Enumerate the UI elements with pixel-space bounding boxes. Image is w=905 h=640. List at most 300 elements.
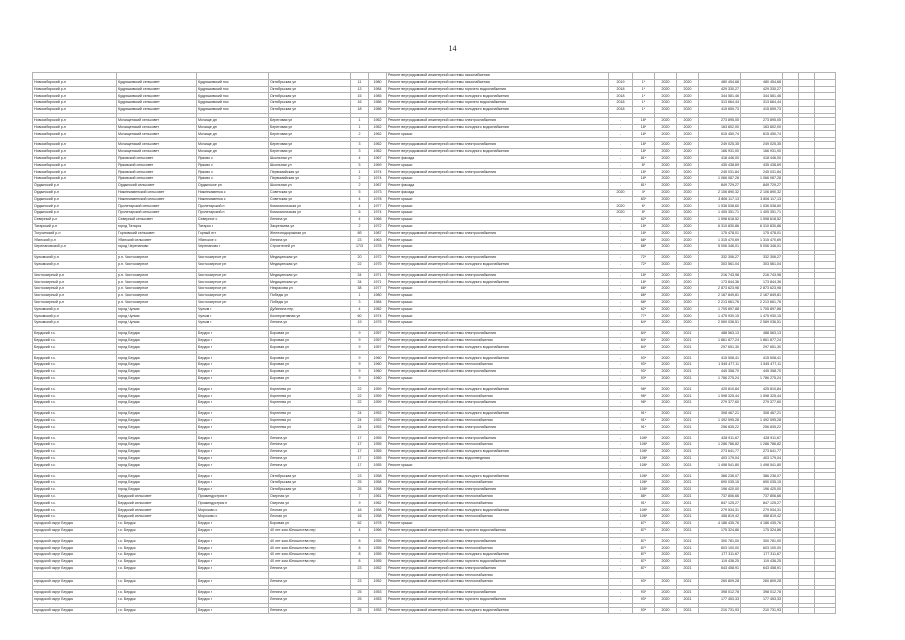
extra-cell xyxy=(815,607,836,614)
extra-cell xyxy=(799,507,815,514)
program-ref-cell: 1* xyxy=(633,100,655,107)
end-year-cell: 2020 xyxy=(677,244,699,251)
start-year-cell: 2020 xyxy=(655,124,677,131)
house-cell: 1 xyxy=(351,117,369,124)
total-cost-cell: 2 213 661,76 xyxy=(741,299,783,306)
end-year-cell: 2020 xyxy=(677,189,699,196)
end-year-cell: 2021 xyxy=(677,589,699,596)
cost-cell: 386 236,07 xyxy=(699,473,741,480)
house-cell xyxy=(351,73,369,80)
extra-cell xyxy=(799,142,815,149)
year-built-cell: 1953 xyxy=(369,607,387,614)
prior-year-cell: - xyxy=(609,596,633,603)
table-row xyxy=(33,230,836,237)
extra-cell xyxy=(783,480,799,487)
start-year-cell: 2020 xyxy=(655,538,677,545)
extra-cell xyxy=(799,169,815,176)
house-cell: 5 xyxy=(351,162,369,169)
district-cell: Северный р-н xyxy=(33,216,117,223)
extra-cell xyxy=(783,514,799,521)
year-built-cell: 1953 xyxy=(369,417,387,424)
extra-cell xyxy=(799,196,815,203)
start-year-cell: 2020 xyxy=(655,320,677,327)
table-row xyxy=(33,106,836,113)
cost-cell: 279 377,60 xyxy=(699,400,741,407)
table-row xyxy=(33,155,836,162)
extra-cell xyxy=(783,155,799,162)
extra-cell xyxy=(815,106,836,113)
district-cell: Бердский г.о. xyxy=(33,424,117,431)
work-type-cell: Ремонт крыши xyxy=(387,162,609,169)
table-row xyxy=(33,545,836,552)
end-year-cell: 2021 xyxy=(677,448,699,455)
house-cell: 20 xyxy=(351,254,369,261)
prior-year-cell: 2020 xyxy=(609,210,633,217)
total-cost-cell: 1 405 351,71 xyxy=(741,210,783,217)
program-ref-cell: 93* xyxy=(633,362,655,369)
program-ref-cell: 68* xyxy=(633,299,655,306)
street-cell: Лесная ул xyxy=(269,507,351,514)
work-type-cell: Ремонт внутридомовой инженерной системы электроснабжения xyxy=(387,368,609,375)
extra-cell xyxy=(799,442,815,449)
extra-cell xyxy=(815,86,836,93)
end-year-cell: 2021 xyxy=(677,596,699,603)
program-ref-cell: 98* xyxy=(633,386,655,393)
extra-cell xyxy=(799,462,815,469)
extra-cell xyxy=(783,272,799,279)
extra-cell xyxy=(783,579,799,586)
total-cost-cell: 643 458,91 xyxy=(741,565,783,572)
table-row xyxy=(33,344,836,351)
program-ref-cell: 68* xyxy=(633,286,655,293)
end-year-cell: 2021 xyxy=(677,393,699,400)
program-ref-cell xyxy=(633,572,655,579)
start-year-cell: 2020 xyxy=(655,169,677,176)
street-cell: Советская ул xyxy=(269,189,351,196)
work-type-cell: Ремонт внутридомовой инженерной системы холодного водоснабжения xyxy=(387,106,609,113)
cost-cell: 445 358,70 xyxy=(699,368,741,375)
end-year-cell: 2020 xyxy=(677,313,699,320)
house-cell: 25 xyxy=(351,486,369,493)
table-row xyxy=(33,306,836,313)
house-cell: 25 xyxy=(351,596,369,603)
house-cell: 2 xyxy=(351,176,369,183)
extra-cell xyxy=(815,330,836,337)
program-ref-cell: 108* xyxy=(633,448,655,455)
extra-cell xyxy=(799,272,815,279)
prior-year-cell: - xyxy=(609,237,633,244)
program-ref-cell: 108* xyxy=(633,462,655,469)
start-year-cell: 2020 xyxy=(655,527,677,534)
start-year-cell: 2020 xyxy=(655,100,677,107)
table-row xyxy=(33,210,836,217)
extra-cell xyxy=(783,507,799,514)
extra-cell xyxy=(799,486,815,493)
work-type-cell: Ремонт крыши xyxy=(387,196,609,203)
settlement-cell: город Бердск xyxy=(117,417,197,424)
prior-year-cell: - xyxy=(609,500,633,507)
work-type-cell: Ремонт внутридомовой инженерной системы теплоснабжения xyxy=(387,480,609,487)
program-ref-cell: 84* xyxy=(633,330,655,337)
extra-cell xyxy=(783,607,799,614)
table-row xyxy=(33,279,836,286)
house-cell: 22 xyxy=(351,393,369,400)
end-year-cell: 2020 xyxy=(677,86,699,93)
district-cell: Бердский г.о. xyxy=(33,507,117,514)
house-cell: 24 xyxy=(351,424,369,431)
start-year-cell: 2020 xyxy=(655,182,677,189)
program-ref-cell: 108* xyxy=(633,480,655,487)
program-ref-cell: 98* xyxy=(633,400,655,407)
extra-cell xyxy=(815,100,836,107)
prior-year-cell: - xyxy=(609,155,633,162)
district-cell: городской округ Бердск xyxy=(33,527,117,534)
extra-cell xyxy=(815,210,836,217)
end-year-cell: 2020 xyxy=(677,148,699,155)
work-type-cell: Ремонт внутридомовой инженерной системы газоснабжения xyxy=(387,73,609,80)
settlement-cell: город Бердск xyxy=(117,480,197,487)
total-cost-cell: 488 563,13 xyxy=(741,330,783,337)
work-type-cell: Ремонт внутридомовой инженерной системы электроснабжения xyxy=(387,565,609,572)
extra-cell xyxy=(815,486,836,493)
program-ref-cell: 68* xyxy=(633,292,655,299)
house-cell: 23 xyxy=(351,473,369,480)
prior-year-cell: - xyxy=(609,410,633,417)
total-cost-cell xyxy=(741,73,783,80)
work-type-cell: Ремонт фасада xyxy=(387,189,609,196)
house-cell: 4 xyxy=(351,527,369,534)
extra-cell xyxy=(799,292,815,299)
table-row xyxy=(33,455,836,462)
extra-cell xyxy=(783,237,799,244)
district-cell: Новосибирский р-н xyxy=(33,162,117,169)
year-built-cell: 1953 xyxy=(369,589,387,596)
table-row xyxy=(33,189,836,196)
program-ref-cell: 18* xyxy=(633,142,655,149)
street-cell: Октябрьская ул xyxy=(269,106,351,113)
extra-cell xyxy=(799,473,815,480)
street-cell: Озерная ул xyxy=(269,493,351,500)
locality-cell: Бердск г xyxy=(197,362,269,369)
table-row xyxy=(33,572,836,579)
street-cell: Озерная ул xyxy=(269,500,351,507)
cost-cell: 1 475 930,15 xyxy=(699,313,741,320)
total-cost-cell: 615 450,74 xyxy=(741,131,783,138)
year-built-cell: 1957 xyxy=(369,330,387,337)
district-cell: городской округ Бердск xyxy=(33,589,117,596)
work-type-cell: Ремонт внутридомовой инженерной системы электроснабжения xyxy=(387,435,609,442)
program-ref-cell: 8* xyxy=(633,210,655,217)
prior-year-cell: - xyxy=(609,292,633,299)
extra-cell xyxy=(799,230,815,237)
extra-cell xyxy=(799,117,815,124)
settlement-cell: город Бердск xyxy=(117,393,197,400)
extra-cell xyxy=(815,552,836,559)
extra-cell xyxy=(799,596,815,603)
program-ref-cell: 108* xyxy=(633,473,655,480)
street-cell: Ленина ул xyxy=(269,565,351,572)
prior-year-cell: 2019 xyxy=(609,79,633,86)
work-type-cell: Ремонт крыши xyxy=(387,306,609,313)
extra-cell xyxy=(783,417,799,424)
settlement-cell xyxy=(117,73,197,80)
locality-cell xyxy=(197,572,269,579)
table-row xyxy=(33,86,836,93)
settlement-cell: город Бердск xyxy=(117,355,197,362)
total-cost-cell: 175 324,86 xyxy=(741,527,783,534)
extra-cell xyxy=(815,272,836,279)
prior-year-cell: - xyxy=(609,538,633,545)
district-cell: Бердский г.о. xyxy=(33,486,117,493)
extra-cell xyxy=(815,520,836,527)
year-built-cell: 1955 xyxy=(369,462,387,469)
prior-year-cell: - xyxy=(609,473,633,480)
locality-cell: Бердск г xyxy=(197,442,269,449)
prior-year-cell: 2018 xyxy=(609,86,633,93)
end-year-cell: 2021 xyxy=(677,565,699,572)
program-ref-cell: 81* xyxy=(633,182,655,189)
prior-year-cell: 2018 xyxy=(609,93,633,100)
program-ref-cell: 87* xyxy=(633,527,655,534)
program-ref-cell: 88* xyxy=(633,493,655,500)
settlement-cell: Ярковский сельсовет xyxy=(117,155,197,162)
extra-cell xyxy=(815,176,836,183)
program-ref-cell: 18* xyxy=(633,223,655,230)
extra-cell xyxy=(783,148,799,155)
house-cell: 8б xyxy=(351,230,369,237)
program-ref-cell: 1* xyxy=(633,93,655,100)
total-cost-cell: 163 802,00 xyxy=(741,124,783,131)
total-cost-cell: 3 806 117,13 xyxy=(741,196,783,203)
district-cell: Бердский г.о. xyxy=(33,417,117,424)
program-ref-cell: 6* xyxy=(633,203,655,210)
locality-cell: Бердск г xyxy=(197,538,269,545)
house-cell: 9 xyxy=(351,375,369,382)
year-built-cell: 1967 xyxy=(369,182,387,189)
year-built-cell: 1959 xyxy=(369,400,387,407)
total-cost-cell: 279 377,60 xyxy=(741,400,783,407)
settlement-cell: Мочищенский сельсовет xyxy=(117,117,197,124)
extra-cell xyxy=(783,299,799,306)
year-built-cell: 1957 xyxy=(369,337,387,344)
settlement-cell: город Бердск xyxy=(117,375,197,382)
house-cell: 23 xyxy=(351,579,369,586)
district-cell: Ордынский р-н xyxy=(33,182,117,189)
table-row xyxy=(33,320,836,327)
year-built-cell: 1962 xyxy=(369,117,387,124)
program-ref-cell: 18* xyxy=(633,148,655,155)
district-cell: городской округ Бердск xyxy=(33,579,117,586)
start-year-cell: 2020 xyxy=(655,362,677,369)
street-cell: Кооперативная ул xyxy=(269,313,351,320)
extra-cell xyxy=(799,375,815,382)
settlement-cell: город Бердск xyxy=(117,330,197,337)
year-built-cell: 1980 xyxy=(369,292,387,299)
locality-cell: Бердск г xyxy=(197,344,269,351)
extra-cell xyxy=(815,355,836,362)
work-type-cell: Ремонт крыши xyxy=(387,313,609,320)
extra-cell xyxy=(799,79,815,86)
total-cost-cell: 216 743,98 xyxy=(741,272,783,279)
extra-cell xyxy=(799,299,815,306)
extra-cell xyxy=(799,545,815,552)
extra-cell xyxy=(799,286,815,293)
extra-cell xyxy=(783,400,799,407)
end-year-cell: 2021 xyxy=(677,375,699,382)
total-cost-cell: 173 844,36 xyxy=(741,279,783,286)
year-built-cell: 1952 xyxy=(369,565,387,572)
extra-cell xyxy=(815,579,836,586)
locality-cell: Ордынское рп xyxy=(197,182,269,189)
table-row xyxy=(33,514,836,521)
settlement-cell: город Бердск xyxy=(117,400,197,407)
extra-cell xyxy=(815,142,836,149)
end-year-cell: 2020 xyxy=(677,142,699,149)
house-cell: 9 xyxy=(351,355,369,362)
work-type-cell: Ремонт внутридомовой инженерной системы теплоснабжения xyxy=(387,362,609,369)
total-cost-cell: 458 819,42 xyxy=(741,514,783,521)
settlement-cell: Ярковский сельсовет xyxy=(117,162,197,169)
extra-cell xyxy=(783,368,799,375)
extra-cell xyxy=(799,435,815,442)
extra-cell xyxy=(799,410,815,417)
district-cell: Новосибирский р-н xyxy=(33,124,117,131)
settlement-cell: город Бердск xyxy=(117,462,197,469)
house-cell: 34 xyxy=(351,279,369,286)
table-row xyxy=(33,182,836,189)
work-type-cell: Ремонт внутридомовой инженерной системы теплоснабжения xyxy=(387,500,609,507)
table-row xyxy=(33,73,836,80)
work-type-cell: Ремонт внутридомовой инженерной системы электроснабжения xyxy=(387,330,609,337)
extra-cell xyxy=(783,362,799,369)
street-cell: Ленина ул xyxy=(269,579,351,586)
street-cell: Береговая ул xyxy=(269,148,351,155)
district-cell: Ордынский р-н xyxy=(33,189,117,196)
program-ref-cell: 93* xyxy=(633,375,655,382)
program-ref-cell: 93* xyxy=(633,596,655,603)
settlement-cell: Бердский сельсовет xyxy=(117,507,197,514)
start-year-cell: 2020 xyxy=(655,299,677,306)
cost-cell: 308 467,21 xyxy=(699,410,741,417)
locality-cell: Мочище дп xyxy=(197,142,269,149)
end-year-cell xyxy=(677,572,699,579)
work-type-cell: Ремонт внутридомовой инженерной системы электроснабжения xyxy=(387,272,609,279)
district-cell: Черепановский р-н xyxy=(33,244,117,251)
start-year-cell: 2020 xyxy=(655,558,677,565)
program-ref-cell: 77* xyxy=(633,313,655,320)
extra-cell xyxy=(783,216,799,223)
district-cell: Чистоозерный р-н xyxy=(33,286,117,293)
year-built-cell: 1986 xyxy=(369,100,387,107)
program-ref-cell: 18* xyxy=(633,230,655,237)
locality-cell: Горный пгт xyxy=(197,230,269,237)
street-cell xyxy=(269,73,351,80)
extra-cell xyxy=(783,210,799,217)
total-cost-cell: 196 420,00 xyxy=(741,486,783,493)
house-cell: 8 xyxy=(351,545,369,552)
locality-cell: Бердск г xyxy=(197,579,269,586)
settlement-cell: Кудряшовский сельсовет xyxy=(117,100,197,107)
year-built-cell: 1958 xyxy=(369,473,387,480)
house-cell: 3 xyxy=(351,148,369,155)
district-cell xyxy=(33,572,117,579)
extra-cell xyxy=(799,607,815,614)
end-year-cell: 2020 xyxy=(677,106,699,113)
extra-cell xyxy=(815,230,836,237)
end-year-cell: 2021 xyxy=(677,473,699,480)
work-type-cell: Ремонт внутридомовой инженерной системы теплоснабжения xyxy=(387,493,609,500)
extra-cell xyxy=(783,386,799,393)
extra-cell xyxy=(783,261,799,268)
extra-cell xyxy=(799,362,815,369)
start-year-cell: 2020 xyxy=(655,565,677,572)
district-cell: Бердский г.о. xyxy=(33,386,117,393)
year-built-cell: 1953 xyxy=(369,410,387,417)
locality-cell: Бердск г xyxy=(197,480,269,487)
prior-year-cell: - xyxy=(609,230,633,237)
total-cost-cell: 1 545 477,11 xyxy=(741,362,783,369)
district-cell: городской округ Бердск xyxy=(33,545,117,552)
table-row xyxy=(33,500,836,507)
extra-cell xyxy=(815,155,836,162)
year-built-cell: 1952 xyxy=(369,579,387,586)
total-cost-cell: 177 311,67 xyxy=(741,552,783,559)
work-type-cell: Ремонт крыши xyxy=(387,203,609,210)
table-row xyxy=(33,142,836,149)
start-year-cell: 2020 xyxy=(655,368,677,375)
settlement-cell: р.п. Чистоозерное xyxy=(117,254,197,261)
total-cost-cell: 435 438,69 xyxy=(741,162,783,169)
cost-cell: 256 835,22 xyxy=(699,424,741,431)
house-cell: 4 xyxy=(351,196,369,203)
prior-year-cell: - xyxy=(609,313,633,320)
cost-cell: 166 931,00 xyxy=(699,148,741,155)
street-cell: Боровая ул xyxy=(269,520,351,527)
end-year-cell: 2021 xyxy=(677,337,699,344)
program-ref-cell: 18* xyxy=(633,169,655,176)
extra-cell xyxy=(783,572,799,579)
total-cost-cell: 418 446,00 xyxy=(741,155,783,162)
locality-cell: Проминдустрия п xyxy=(197,500,269,507)
locality-cell: Кудряшовский пос xyxy=(197,93,269,100)
start-year-cell: 2020 xyxy=(655,117,677,124)
extra-cell xyxy=(815,435,836,442)
program-ref-cell: 108* xyxy=(633,442,655,449)
settlement-cell: г.о. Бердск xyxy=(117,607,197,614)
street-cell: Ленина ул xyxy=(269,216,351,223)
district-cell: городской округ Бердск xyxy=(33,565,117,572)
end-year-cell: 2021 xyxy=(677,442,699,449)
settlement-cell: Мочищенский сельсовет xyxy=(117,142,197,149)
settlement-cell: город Бердск xyxy=(117,337,197,344)
street-cell: Закрепьева ул xyxy=(269,223,351,230)
start-year-cell: 2020 xyxy=(655,545,677,552)
locality-cell: Бердск г xyxy=(197,455,269,462)
year-built-cell: 1955 xyxy=(369,552,387,559)
house-cell: 34 xyxy=(351,272,369,279)
program-ref-cell: 18* xyxy=(633,131,655,138)
settlement-cell: Бердский сельсовет xyxy=(117,500,197,507)
street-cell: Медицинская ул xyxy=(269,261,351,268)
extra-cell xyxy=(815,306,836,313)
start-year-cell xyxy=(655,73,677,80)
house-cell: 1 xyxy=(351,292,369,299)
locality-cell: Бердск г xyxy=(197,462,269,469)
table-row xyxy=(33,237,836,244)
work-type-cell: Ремонт внутридомовой инженерной системы электроснабжения xyxy=(387,400,609,407)
extra-cell xyxy=(799,162,815,169)
cost-cell: 196 420,00 xyxy=(699,486,741,493)
